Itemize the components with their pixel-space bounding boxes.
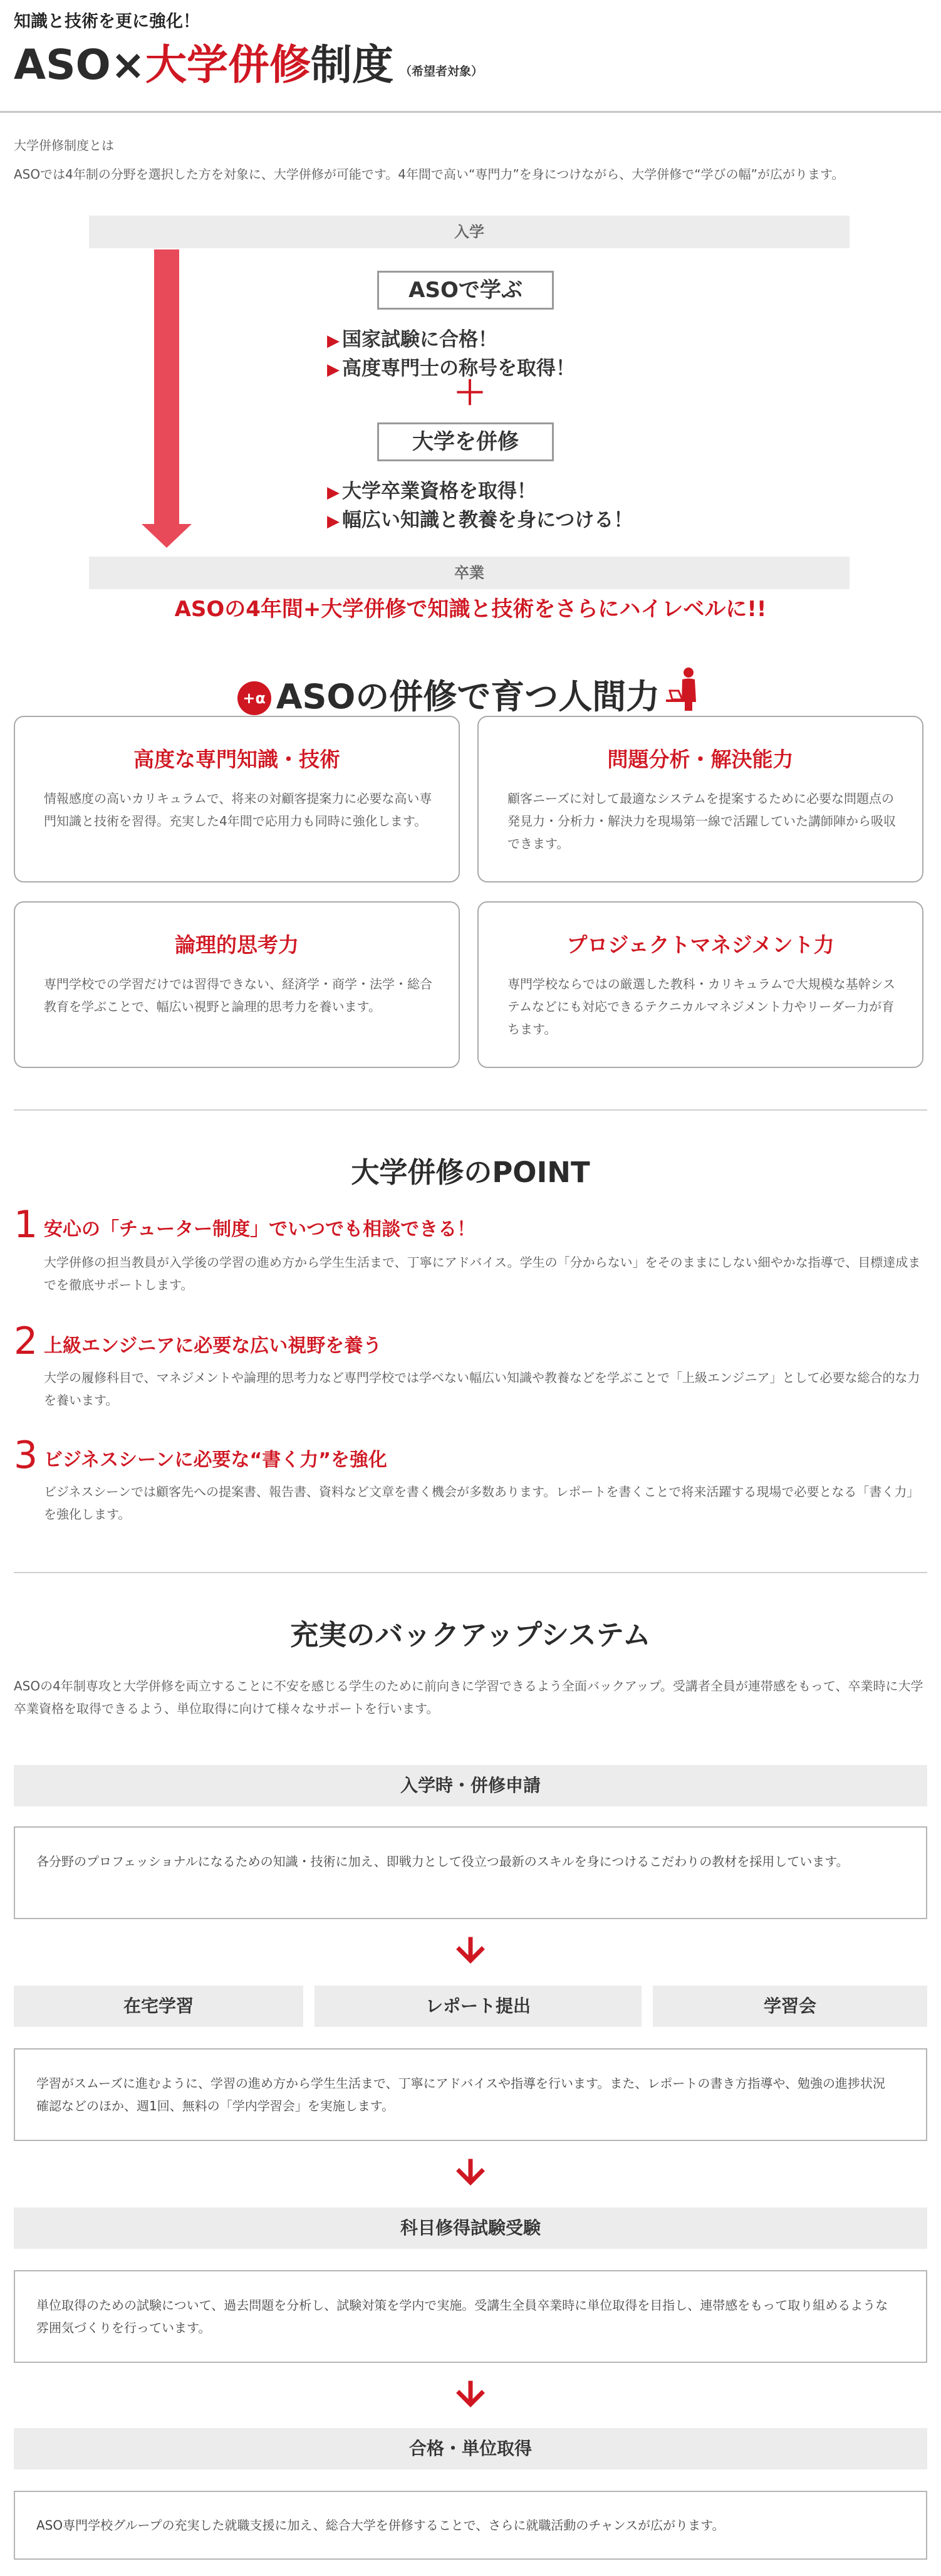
header-eyebrow: 知識と技術を更に強化！ xyxy=(14,12,200,31)
section-divider xyxy=(14,1572,927,1573)
intro-body: ASOでは4年制の分野を選択した方を対象に、大学併修が可能です。4年間で高い“専門力”を身につけながら、大学併修で“学びの幅”が広がります。 xyxy=(14,167,845,182)
triangle-bullet-icon: ▶ xyxy=(327,512,340,531)
skill-card-body: 専門学校ならではの厳選した教科・カリキュラムで大規模な基幹システムなどにも対応できるテクニカルマネジメント力やリーダー力が育ちます。 xyxy=(507,976,895,1037)
univ-point: ▶ 幅広い知識と教養を身につける！ xyxy=(327,509,633,531)
triangle-bullet-icon: ▶ xyxy=(327,483,340,502)
skill-card-title: 問題分析・解決能力 xyxy=(607,747,794,772)
point-body: 大学の履修科目で、マネジメントや論理的思考力など専門学校では学べない幅広い知識や教養などを学ぶことで「上級エンジニア」として必要な総合的な力を養います。 xyxy=(44,1370,920,1408)
point-number: 3 xyxy=(14,1433,38,1477)
skill-card-title: 論理的思考力 xyxy=(175,933,299,957)
triangle-bullet-icon: ▶ xyxy=(327,360,340,379)
intro-heading: 大学併修制度とは xyxy=(14,138,114,153)
title-rest: 制度 xyxy=(311,41,394,89)
person-at-desk-icon xyxy=(665,667,704,720)
skills-title-text: ASOの併修で育つ人間力 xyxy=(276,677,660,716)
point-title: 上級エンジニアに必要な広い視野を養う xyxy=(44,1335,382,1357)
step-head-home-study: 在宅学習 xyxy=(14,1986,303,2027)
flow-arrow-shaft xyxy=(154,249,179,525)
plus-icon: ＋ xyxy=(454,375,487,412)
step-head-exam: 科目修得試験受験 xyxy=(14,2207,927,2249)
aso-point: ▶ 国家試験に合格！ xyxy=(327,328,497,351)
down-arrow-icon xyxy=(455,1937,486,1964)
step-box-enrollment: 各分野のプロフェッショナルになるための知識・技術に加え、即戦力として役立つ最新のスキルを身につけるこだわりの教材を採用しています。 xyxy=(14,1826,927,1919)
skill-card-title: 高度な専門知識・技術 xyxy=(133,747,340,772)
point-number: 2 xyxy=(14,1319,38,1363)
page-title xyxy=(14,31,483,91)
title-highlight: 大学併修 xyxy=(145,41,311,89)
title-cross: × xyxy=(110,41,146,89)
triangle-bullet-icon: ▶ xyxy=(327,332,340,350)
flow-start-bar: 入学 xyxy=(89,216,850,248)
flow-arrow-down-icon xyxy=(142,524,192,548)
step-box-credit: ASO専門学校グループの充実した就職支援に加え、総合大学を併修することで、さらに就職活動のチャンスが広がります。 xyxy=(14,2491,927,2560)
backup-intro: ASOの4年制専攻と大学併修を両立することに不安を感じる学生のために前向きに学習できるよう全面バックアップ。受講者全員が連帯感をもって、卒業時に大学卒業資格を取得できるよう、単位取得に向けて様々なサポートを行います。 xyxy=(14,1678,923,1716)
point-body: ビジネスシーンでは顧客先への提案書、報告書、資料など文章を書く機会が多数あります。レポートを書くことで将来活躍する現場で必要となる「書く力」を強化します。 xyxy=(44,1484,920,1522)
skill-card xyxy=(14,716,460,882)
skill-card xyxy=(477,716,923,882)
step-head-report: レポート提出 xyxy=(315,1986,642,2027)
skill-card xyxy=(477,901,923,1068)
title-aso: ASO xyxy=(14,41,111,89)
aso-learn-label: ASOで学ぶ xyxy=(377,271,554,310)
skill-card-title: プロジェクトマネジメント力 xyxy=(566,933,834,957)
flow-end-bar: 卒業 xyxy=(89,557,850,589)
step-box-study: 学習がスムーズに進むように、学習の進め方から学生生活まで、丁寧にアドバイスや指導を行います。また、レポートの書き方指導や、勉強の進捗状況確認などのほか、週1回、無料の「学内学習会」を実施します。 xyxy=(14,2048,927,2141)
point-title: ビジネスシーンに必要な“書く力”を強化 xyxy=(44,1449,387,1471)
down-arrow-icon xyxy=(455,2159,486,2186)
aso-point: ▶ 高度専門士の称号を取得！ xyxy=(327,357,575,380)
skills-title xyxy=(0,667,941,720)
skill-card-body: 専門学校での学習だけでは習得できない、経済学・商学・法学・総合教育を学ぶことで、幅広い視野と論理的思考力を養います。 xyxy=(44,976,432,1014)
skill-card-body: 顧客ニーズに対して最適なシステムを提案するために必要な問題点の発見力・分析力・解決力を現場第一線で活躍していた講師陣から吸収できます。 xyxy=(507,791,896,851)
point-body: 大学併修の担当教員が入学後の学習の進め方から学生生活まで、丁寧にアドバイス。学生の「分からない」をそのままにしない細やかな指導で、目標達成までを徹底サポートします。 xyxy=(44,1255,921,1292)
univ-point: ▶ 大学卒業資格を取得！ xyxy=(327,480,536,503)
univ-label: 大学を併修 xyxy=(377,422,554,461)
section-divider xyxy=(14,1109,927,1111)
down-arrow-icon xyxy=(455,2380,486,2408)
flow-result-text: ASOの4年間+大学併修で知識と技術をさらにハイレベルに!! xyxy=(174,597,767,622)
step-head-study-group: 学習会 xyxy=(653,1986,927,2027)
page-header xyxy=(0,0,941,113)
plus-alpha-badge: +α xyxy=(237,681,271,715)
point-number: 1 xyxy=(14,1203,38,1247)
step-head-credit: 合格・単位取得 xyxy=(14,2428,927,2469)
step-head-enrollment: 入学時・併修申請 xyxy=(14,1765,927,1806)
point-title: 安心の「チューター制度」でいつでも相談できる！ xyxy=(44,1218,476,1240)
title-note: （希望者対象） xyxy=(400,65,484,78)
skill-card-body: 情報感度の高いカリキュラムで、将来の対顧客提案力に必要な高い専門知識と技術を習得。充実した4年間で応用力も同時に強化します。 xyxy=(44,791,432,829)
points-title: 大学併修のPOINT xyxy=(351,1156,590,1189)
step-box-exam: 単位取得のための試験について、過去問題を分析し、試験対策を学内で実施。受講生全員卒業時に単位取得を目指し、連帯感をもって取り組めるような雰囲気づくりを行っています。 xyxy=(14,2270,927,2363)
backup-title: 充実のバックアップシステム xyxy=(290,1618,651,1652)
skill-card xyxy=(14,901,460,1068)
